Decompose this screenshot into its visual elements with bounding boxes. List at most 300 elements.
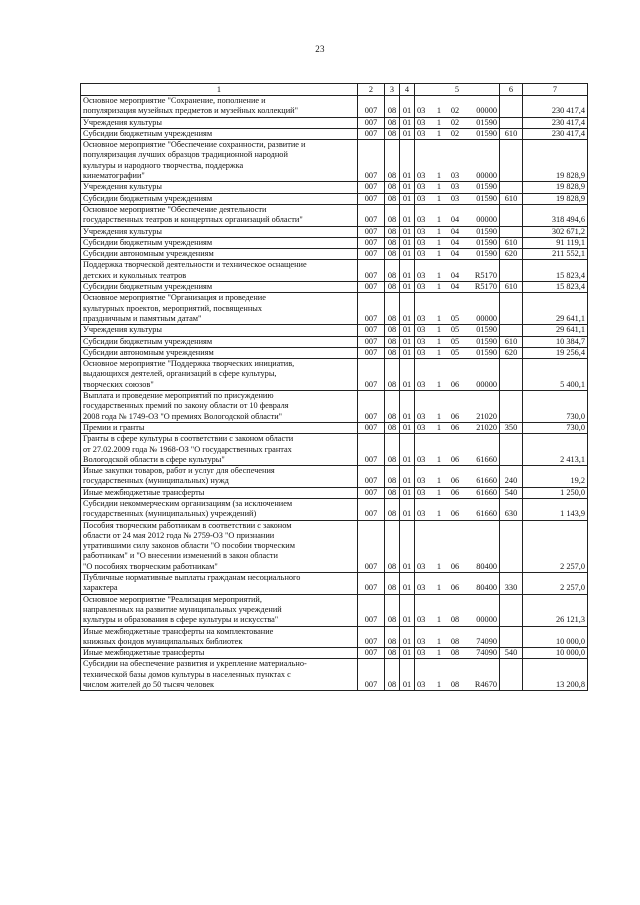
row-target-article	[415, 282, 500, 293]
row-name: Премии и гранты	[81, 422, 358, 433]
table-row	[81, 573, 588, 595]
row-name: Выплата и проведение мероприятий по присуждению государственных премий по закону области от 10 февраля 2008 года № 1749-ОЗ "О премиях Вологодской области"	[81, 391, 358, 423]
row-target-article	[415, 193, 500, 204]
target-article-part: 1	[436, 648, 442, 658]
row-amount: 2 257,0	[523, 520, 588, 572]
row-subsection: 01	[400, 182, 415, 193]
target-article-part: 03	[417, 636, 426, 646]
target-article-part: 1	[436, 325, 442, 335]
row-target-article	[415, 128, 500, 139]
target-article-part: 1	[436, 615, 442, 625]
target-article-part: 06	[450, 561, 460, 571]
target-article-part: 03	[417, 476, 426, 486]
row-name: Иные межбюджетные трансферты	[81, 487, 358, 498]
row-amount: 10 000,0	[523, 626, 588, 648]
row-subsection: 01	[400, 336, 415, 347]
row-expense-type: 610	[500, 128, 523, 139]
target-article-part: 00000	[476, 106, 497, 116]
row-amount: 19 828,9	[523, 182, 588, 193]
target-article-part: 03	[417, 411, 426, 421]
target-article-part: 1	[436, 128, 442, 138]
column-header: 7	[523, 84, 588, 96]
row-grbs: 007	[358, 659, 385, 691]
header-row	[81, 84, 588, 96]
row-name: Основное мероприятие "Поддержка творческих инициатив, выдающихся деятелей, организаций в сфере культуры, творческих союзов"	[81, 359, 358, 391]
target-article-part: 03	[450, 182, 460, 192]
row-amount: 230 417,4	[523, 117, 588, 128]
row-grbs: 007	[358, 498, 385, 520]
row-amount: 318 494,6	[523, 204, 588, 226]
row-name: Основное мероприятие "Обеспечение сохранности, развитие и популяризация лучших образцов традиционной народной культуры и народного творчества, поддержка кинематографии"	[81, 140, 358, 182]
target-article-part: 03	[417, 171, 426, 181]
row-expense-type: 610	[500, 237, 523, 248]
row-section: 08	[385, 347, 400, 358]
table-row	[81, 140, 588, 182]
row-target-article	[415, 325, 500, 336]
column-header: 4	[400, 84, 415, 96]
row-section: 08	[385, 128, 400, 139]
row-target-article	[415, 594, 500, 626]
target-article-part: 80400	[476, 583, 497, 593]
row-amount: 10 000,0	[523, 648, 588, 659]
row-expense-type	[500, 520, 523, 572]
row-subsection: 01	[400, 293, 415, 325]
target-article-part: 03	[417, 648, 426, 658]
target-article-part: 1	[436, 117, 442, 127]
row-name: Субсидии бюджетным учреждениям	[81, 282, 358, 293]
target-article-part: 03	[417, 422, 426, 432]
target-article-part: 1	[436, 270, 442, 280]
row-expense-type: 610	[500, 336, 523, 347]
target-article-part: 1	[436, 411, 442, 421]
target-article-part: 01590	[476, 226, 497, 236]
target-article-part: 02	[450, 106, 460, 116]
row-target-article	[415, 293, 500, 325]
table-row	[81, 434, 588, 466]
target-article-part: 1	[436, 249, 442, 259]
target-article-part: 03	[417, 487, 426, 497]
row-target-article	[415, 96, 500, 118]
target-article-part: 03	[417, 347, 426, 357]
row-target-article	[415, 336, 500, 347]
target-article-part: 06	[450, 476, 460, 486]
row-target-article	[415, 359, 500, 391]
target-article-part: 04	[450, 270, 460, 280]
row-expense-type	[500, 293, 523, 325]
row-subsection: 01	[400, 391, 415, 423]
row-grbs: 007	[358, 96, 385, 118]
row-grbs: 007	[358, 336, 385, 347]
row-expense-type	[500, 594, 523, 626]
row-section: 08	[385, 282, 400, 293]
target-article-part: 1	[436, 182, 442, 192]
row-section: 08	[385, 391, 400, 423]
row-name: Субсидии бюджетным учреждениям	[81, 237, 358, 248]
target-article-part: 03	[417, 615, 426, 625]
row-subsection: 01	[400, 573, 415, 595]
table-row	[81, 336, 588, 347]
target-article-part: 00000	[476, 615, 497, 625]
row-grbs: 007	[358, 117, 385, 128]
page-number: 23	[315, 44, 325, 54]
target-article-part: 01590	[476, 237, 497, 247]
target-article-part: 03	[417, 583, 426, 593]
row-section: 08	[385, 520, 400, 572]
row-name: Учреждения культуры	[81, 226, 358, 237]
row-grbs: 007	[358, 128, 385, 139]
row-subsection: 01	[400, 434, 415, 466]
target-article-part: 1	[436, 215, 442, 225]
table-row	[81, 249, 588, 260]
row-amount: 5 400,1	[523, 359, 588, 391]
row-target-article	[415, 249, 500, 260]
target-article-part: R4670	[474, 680, 497, 690]
row-section: 08	[385, 260, 400, 282]
target-article-part: 74090	[476, 648, 497, 658]
target-article-part: 04	[450, 237, 460, 247]
target-article-part: 08	[450, 615, 460, 625]
target-article-part: 1	[436, 487, 442, 497]
row-grbs: 007	[358, 293, 385, 325]
target-article-part: 21020	[476, 422, 497, 432]
target-article-part: 04	[450, 249, 460, 259]
row-expense-type: 620	[500, 249, 523, 260]
row-grbs: 007	[358, 193, 385, 204]
target-article-part: 01590	[476, 193, 497, 203]
target-article-part: 80400	[476, 561, 497, 571]
target-article-part: 03	[417, 106, 426, 116]
row-amount: 302 671,2	[523, 226, 588, 237]
row-grbs: 007	[358, 422, 385, 433]
table-row	[81, 226, 588, 237]
row-grbs: 007	[358, 237, 385, 248]
row-name: Основное мероприятие "Обеспечение деятельности государственных театров и концертных организаций области"	[81, 204, 358, 226]
target-article-part: 08	[450, 648, 460, 658]
target-article-part: 03	[417, 454, 426, 464]
table-row	[81, 594, 588, 626]
row-amount: 1 250,0	[523, 487, 588, 498]
row-name: Иные закупки товаров, работ и услуг для обеспечения государственных (муниципальных) нужд	[81, 466, 358, 488]
target-article-part: 00000	[476, 379, 497, 389]
row-name: Основное мероприятие "Сохранение, пополнение и популяризация музейных предметов и музейных коллекций"	[81, 96, 358, 118]
target-article-part: 03	[450, 171, 460, 181]
target-article-part: 21020	[476, 411, 497, 421]
target-article-part: 01590	[476, 117, 497, 127]
row-name: Субсидии бюджетным учреждениям	[81, 336, 358, 347]
row-grbs: 007	[358, 648, 385, 659]
row-expense-type	[500, 325, 523, 336]
row-subsection: 01	[400, 128, 415, 139]
row-expense-type: 610	[500, 193, 523, 204]
target-article-part: 1	[436, 454, 442, 464]
row-section: 08	[385, 626, 400, 648]
row-name: Основное мероприятие "Реализация мероприятий, направленных на развитие муниципальных учреждений культуры и образования в сфере культуры и искусства"	[81, 594, 358, 626]
row-name: Субсидии бюджетным учреждениям	[81, 128, 358, 139]
row-target-article	[415, 347, 500, 358]
target-article-part: 1	[436, 422, 442, 432]
row-target-article	[415, 466, 500, 488]
target-article-part: 1	[436, 680, 442, 690]
table-row	[81, 659, 588, 691]
row-subsection: 01	[400, 594, 415, 626]
target-article-part: 00000	[476, 171, 497, 181]
row-subsection: 01	[400, 117, 415, 128]
row-amount: 29 641,1	[523, 293, 588, 325]
target-article-part: 03	[417, 336, 426, 346]
table-body	[81, 96, 588, 691]
target-article-part: 03	[417, 193, 426, 203]
row-grbs: 007	[358, 466, 385, 488]
row-subsection: 01	[400, 226, 415, 237]
row-subsection: 01	[400, 260, 415, 282]
row-subsection: 01	[400, 659, 415, 691]
row-subsection: 01	[400, 204, 415, 226]
target-article-part: 1	[436, 237, 442, 247]
table-row	[81, 117, 588, 128]
row-amount: 730,0	[523, 422, 588, 433]
row-amount: 19,2	[523, 466, 588, 488]
row-amount: 230 417,4	[523, 96, 588, 118]
row-section: 08	[385, 336, 400, 347]
target-article-part: 1	[436, 379, 442, 389]
target-article-part: 08	[450, 680, 460, 690]
row-section: 08	[385, 96, 400, 118]
target-article-part: 03	[417, 270, 426, 280]
target-article-part: 02	[450, 117, 460, 127]
target-article-part: 06	[450, 422, 460, 432]
row-subsection: 01	[400, 249, 415, 260]
table-row	[81, 498, 588, 520]
table-row	[81, 193, 588, 204]
target-article-part: 06	[450, 487, 460, 497]
target-article-part: 1	[436, 583, 442, 593]
column-header: 5	[415, 84, 500, 96]
row-section: 08	[385, 359, 400, 391]
target-article-part: 03	[450, 193, 460, 203]
row-name: Основное мероприятие "Организация и проведение культурных проектов, мероприятий, посвященных праздничным и памятным датам"	[81, 293, 358, 325]
row-amount: 26 121,3	[523, 594, 588, 626]
row-expense-type: 540	[500, 487, 523, 498]
row-expense-type	[500, 117, 523, 128]
row-subsection: 01	[400, 282, 415, 293]
row-subsection: 01	[400, 193, 415, 204]
target-article-part: 1	[436, 313, 442, 323]
row-amount: 13 200,8	[523, 659, 588, 691]
row-name: Субсидии автономным учреждениям	[81, 249, 358, 260]
row-amount: 10 384,7	[523, 336, 588, 347]
row-grbs: 007	[358, 325, 385, 336]
row-name: Поддержка творческой деятельности и техническое оснащение детских и кукольных театров	[81, 260, 358, 282]
row-target-article	[415, 487, 500, 498]
row-expense-type	[500, 391, 523, 423]
row-section: 08	[385, 293, 400, 325]
row-amount: 2 413,1	[523, 434, 588, 466]
row-grbs: 007	[358, 347, 385, 358]
row-section: 08	[385, 204, 400, 226]
row-section: 08	[385, 249, 400, 260]
table-row	[81, 487, 588, 498]
row-expense-type	[500, 359, 523, 391]
row-subsection: 01	[400, 466, 415, 488]
target-article-part: 1	[436, 347, 442, 357]
row-subsection: 01	[400, 359, 415, 391]
target-article-part: 06	[450, 583, 460, 593]
target-article-part: 06	[450, 379, 460, 389]
row-grbs: 007	[358, 282, 385, 293]
target-article-part: 1	[436, 476, 442, 486]
row-subsection: 01	[400, 140, 415, 182]
target-article-part: 03	[417, 237, 426, 247]
table-row	[81, 359, 588, 391]
row-name: Публичные нормативные выплаты гражданам несоциального характера	[81, 573, 358, 595]
row-section: 08	[385, 466, 400, 488]
row-target-article	[415, 182, 500, 193]
target-article-part: 03	[417, 313, 426, 323]
row-subsection: 01	[400, 520, 415, 572]
row-amount: 230 417,4	[523, 128, 588, 139]
table-row	[81, 466, 588, 488]
target-article-part: 04	[450, 282, 460, 292]
table-row	[81, 293, 588, 325]
row-amount: 1 143,9	[523, 498, 588, 520]
row-section: 08	[385, 117, 400, 128]
row-subsection: 01	[400, 325, 415, 336]
table-row	[81, 325, 588, 336]
row-amount: 730,0	[523, 391, 588, 423]
row-grbs: 007	[358, 520, 385, 572]
target-article-part: 01590	[476, 347, 497, 357]
target-article-part: 61660	[476, 454, 497, 464]
target-article-part: 01590	[476, 182, 497, 192]
row-subsection: 01	[400, 487, 415, 498]
row-expense-type	[500, 226, 523, 237]
target-article-part: 05	[450, 336, 460, 346]
target-article-part: 03	[417, 128, 426, 138]
target-article-part: 1	[436, 193, 442, 203]
target-article-part: 04	[450, 215, 460, 225]
row-expense-type: 330	[500, 573, 523, 595]
target-article-part: 03	[417, 325, 426, 335]
row-grbs: 007	[358, 226, 385, 237]
row-grbs: 007	[358, 434, 385, 466]
row-amount: 15 823,4	[523, 282, 588, 293]
row-subsection: 01	[400, 648, 415, 659]
target-article-part: 03	[417, 226, 426, 236]
row-name: Учреждения культуры	[81, 117, 358, 128]
table-row	[81, 648, 588, 659]
target-article-part: 06	[450, 411, 460, 421]
row-expense-type	[500, 182, 523, 193]
row-grbs: 007	[358, 182, 385, 193]
row-name: Иные межбюджетные трансферты	[81, 648, 358, 659]
row-amount: 211 552,1	[523, 249, 588, 260]
target-article-part: 05	[450, 325, 460, 335]
row-section: 08	[385, 182, 400, 193]
row-section: 08	[385, 434, 400, 466]
table-row	[81, 96, 588, 118]
row-section: 08	[385, 226, 400, 237]
row-target-article	[415, 422, 500, 433]
target-article-part: 03	[417, 117, 426, 127]
target-article-part: 03	[417, 215, 426, 225]
target-article-part: 03	[417, 561, 426, 571]
target-article-part: 03	[417, 379, 426, 389]
row-subsection: 01	[400, 498, 415, 520]
row-amount: 2 257,0	[523, 573, 588, 595]
table-row	[81, 626, 588, 648]
row-expense-type	[500, 434, 523, 466]
row-section: 08	[385, 594, 400, 626]
table-row	[81, 347, 588, 358]
target-article-part: 06	[450, 509, 460, 519]
row-amount: 19 256,4	[523, 347, 588, 358]
row-amount: 15 823,4	[523, 260, 588, 282]
target-article-part: 04	[450, 226, 460, 236]
row-name: Учреждения культуры	[81, 325, 358, 336]
target-article-part: 1	[436, 171, 442, 181]
target-article-part: 74090	[476, 636, 497, 646]
table-row	[81, 282, 588, 293]
row-section: 08	[385, 422, 400, 433]
row-name: Субсидии автономным учреждениям	[81, 347, 358, 358]
row-grbs: 007	[358, 594, 385, 626]
row-expense-type	[500, 204, 523, 226]
budget-table	[80, 83, 588, 691]
table-row	[81, 422, 588, 433]
row-section: 08	[385, 237, 400, 248]
row-amount: 91 119,1	[523, 237, 588, 248]
column-header: 2	[358, 84, 385, 96]
row-amount: 29 641,1	[523, 325, 588, 336]
row-target-article	[415, 434, 500, 466]
row-expense-type: 630	[500, 498, 523, 520]
row-grbs: 007	[358, 260, 385, 282]
row-expense-type	[500, 659, 523, 691]
target-article-part: 1	[436, 336, 442, 346]
row-amount: 19 828,9	[523, 193, 588, 204]
table-row	[81, 204, 588, 226]
row-subsection: 01	[400, 347, 415, 358]
row-expense-type: 540	[500, 648, 523, 659]
row-section: 08	[385, 498, 400, 520]
row-target-article	[415, 520, 500, 572]
target-article-part: 01590	[476, 336, 497, 346]
row-amount: 19 828,9	[523, 140, 588, 182]
row-grbs: 007	[358, 359, 385, 391]
target-article-part: 03	[417, 509, 426, 519]
row-grbs: 007	[358, 573, 385, 595]
target-article-part: 1	[436, 226, 442, 236]
column-header: 3	[385, 84, 400, 96]
target-article-part: 01590	[476, 325, 497, 335]
row-subsection: 01	[400, 422, 415, 433]
row-expense-type: 350	[500, 422, 523, 433]
row-target-article	[415, 260, 500, 282]
target-article-part: 05	[450, 347, 460, 357]
row-grbs: 007	[358, 204, 385, 226]
row-grbs: 007	[358, 626, 385, 648]
target-article-part: 61660	[476, 509, 497, 519]
row-section: 08	[385, 573, 400, 595]
table-row	[81, 520, 588, 572]
table-row	[81, 260, 588, 282]
row-target-article	[415, 204, 500, 226]
row-grbs: 007	[358, 391, 385, 423]
row-expense-type	[500, 140, 523, 182]
row-section: 08	[385, 325, 400, 336]
target-article-part: R5170	[474, 270, 497, 280]
row-target-article	[415, 117, 500, 128]
